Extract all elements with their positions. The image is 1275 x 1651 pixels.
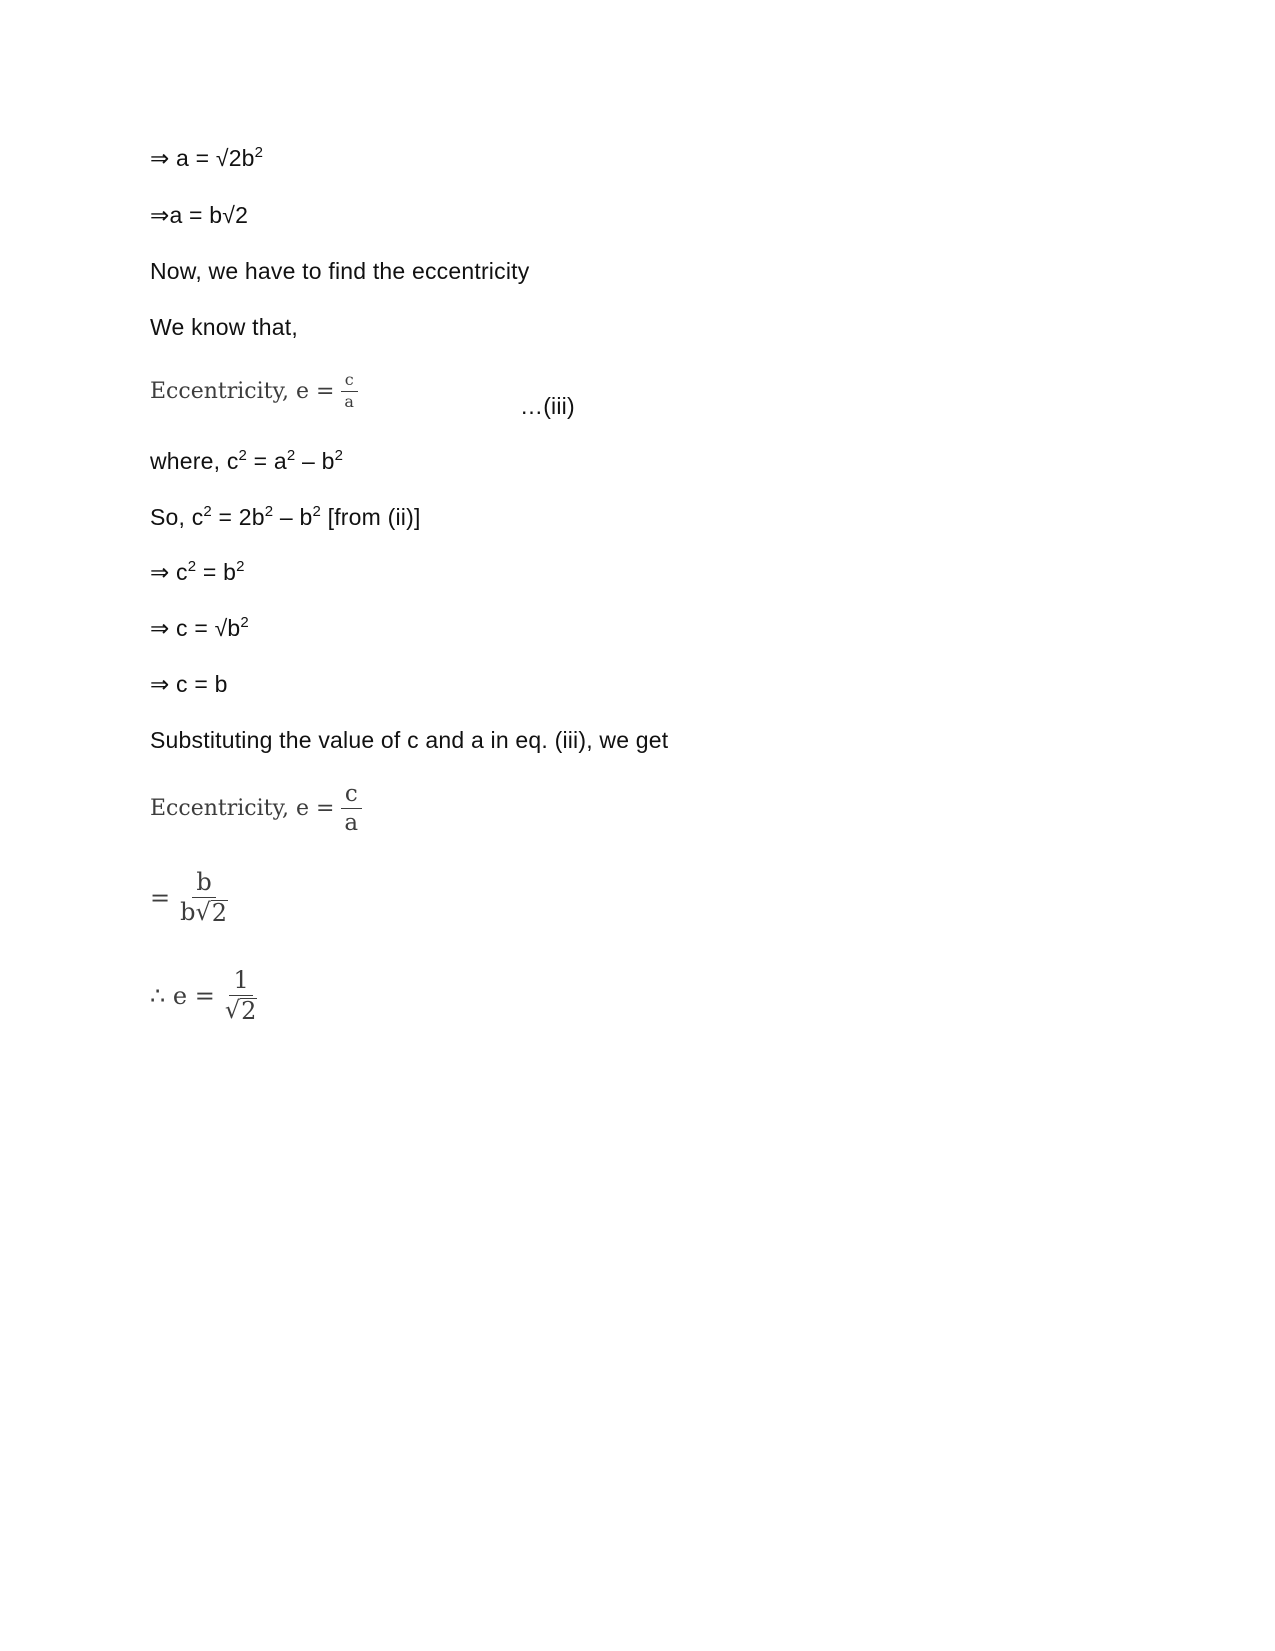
fraction-numerator: c (341, 372, 358, 392)
fraction (221, 968, 262, 1024)
fraction-denominator: a (344, 391, 354, 411)
fraction-numerator: b (192, 870, 215, 898)
exponent: 2 (334, 447, 344, 464)
exponent: 2 (203, 503, 212, 520)
fraction (340, 782, 362, 835)
exponent: 2 (254, 144, 264, 161)
step-c-equals-b: ⇒ c = b (150, 671, 228, 697)
fraction-denominator (221, 996, 262, 1024)
step-c-equals-sqrt-b2 (150, 613, 249, 643)
radical-sign: √ (195, 898, 211, 927)
fraction-numerator: 1 (229, 968, 252, 996)
formula-lhs: Eccentricity, e = (150, 796, 335, 822)
exponent: 2 (286, 447, 296, 464)
text-part: ⇒ c = √b (150, 615, 241, 641)
text-part: = a (247, 448, 287, 474)
equation-label-iii: …(iii) (520, 393, 575, 419)
step-c2-equals-b2 (150, 557, 245, 587)
exponent: 2 (236, 558, 245, 575)
fraction (340, 372, 358, 411)
statement-we-know: We know that, (150, 314, 298, 340)
exponent: 2 (312, 503, 322, 520)
formula-lhs: Eccentricity, e = (150, 378, 335, 404)
result-e-equals-1-over-sqrt2 (150, 968, 261, 1024)
radicand: 2 (211, 899, 228, 928)
denominator-b: b (180, 898, 196, 927)
statement-find-eccentricity: Now, we have to find the eccentricity (150, 258, 530, 284)
formula-lhs: = (150, 884, 171, 913)
radical-sign: √ (224, 996, 241, 1025)
text-part: – b (295, 448, 335, 474)
radicand: 2 (241, 997, 257, 1026)
text-part: ⇒ c (150, 559, 188, 585)
exponent: 2 (240, 614, 249, 631)
text-part: = b (196, 559, 237, 585)
text-part: So, c (150, 504, 204, 530)
formula-lhs: ∴ e = (150, 982, 215, 1011)
fraction-numerator: c (341, 782, 362, 809)
text-part: = 2b (211, 504, 265, 530)
step-text: ⇒ a = √2b (150, 145, 255, 171)
square-root (195, 900, 228, 926)
eccentricity-formula-substituted (150, 782, 362, 835)
eccentricity-formula (150, 372, 358, 411)
text-part: [from (ii)] (321, 504, 421, 530)
text-part: where, c (150, 448, 239, 474)
step-a-equals-b-sqrt2: ⇒a = b√2 (150, 202, 249, 228)
step-a-equals-sqrt-2b2 (150, 143, 263, 173)
step-b-over-b-sqrt2 (150, 870, 232, 926)
fraction (176, 870, 232, 926)
text-part: – b (273, 504, 313, 530)
where-c-squared (150, 446, 343, 476)
fraction-denominator: a (344, 810, 359, 837)
exponent: 2 (264, 503, 274, 520)
so-c-squared (150, 502, 421, 532)
fraction-denominator (176, 898, 232, 926)
statement-substituting: Substituting the value of c and a in eq. (iii), we get (150, 727, 669, 753)
exponent: 2 (238, 447, 248, 464)
square-root (225, 998, 258, 1024)
exponent: 2 (187, 558, 197, 575)
